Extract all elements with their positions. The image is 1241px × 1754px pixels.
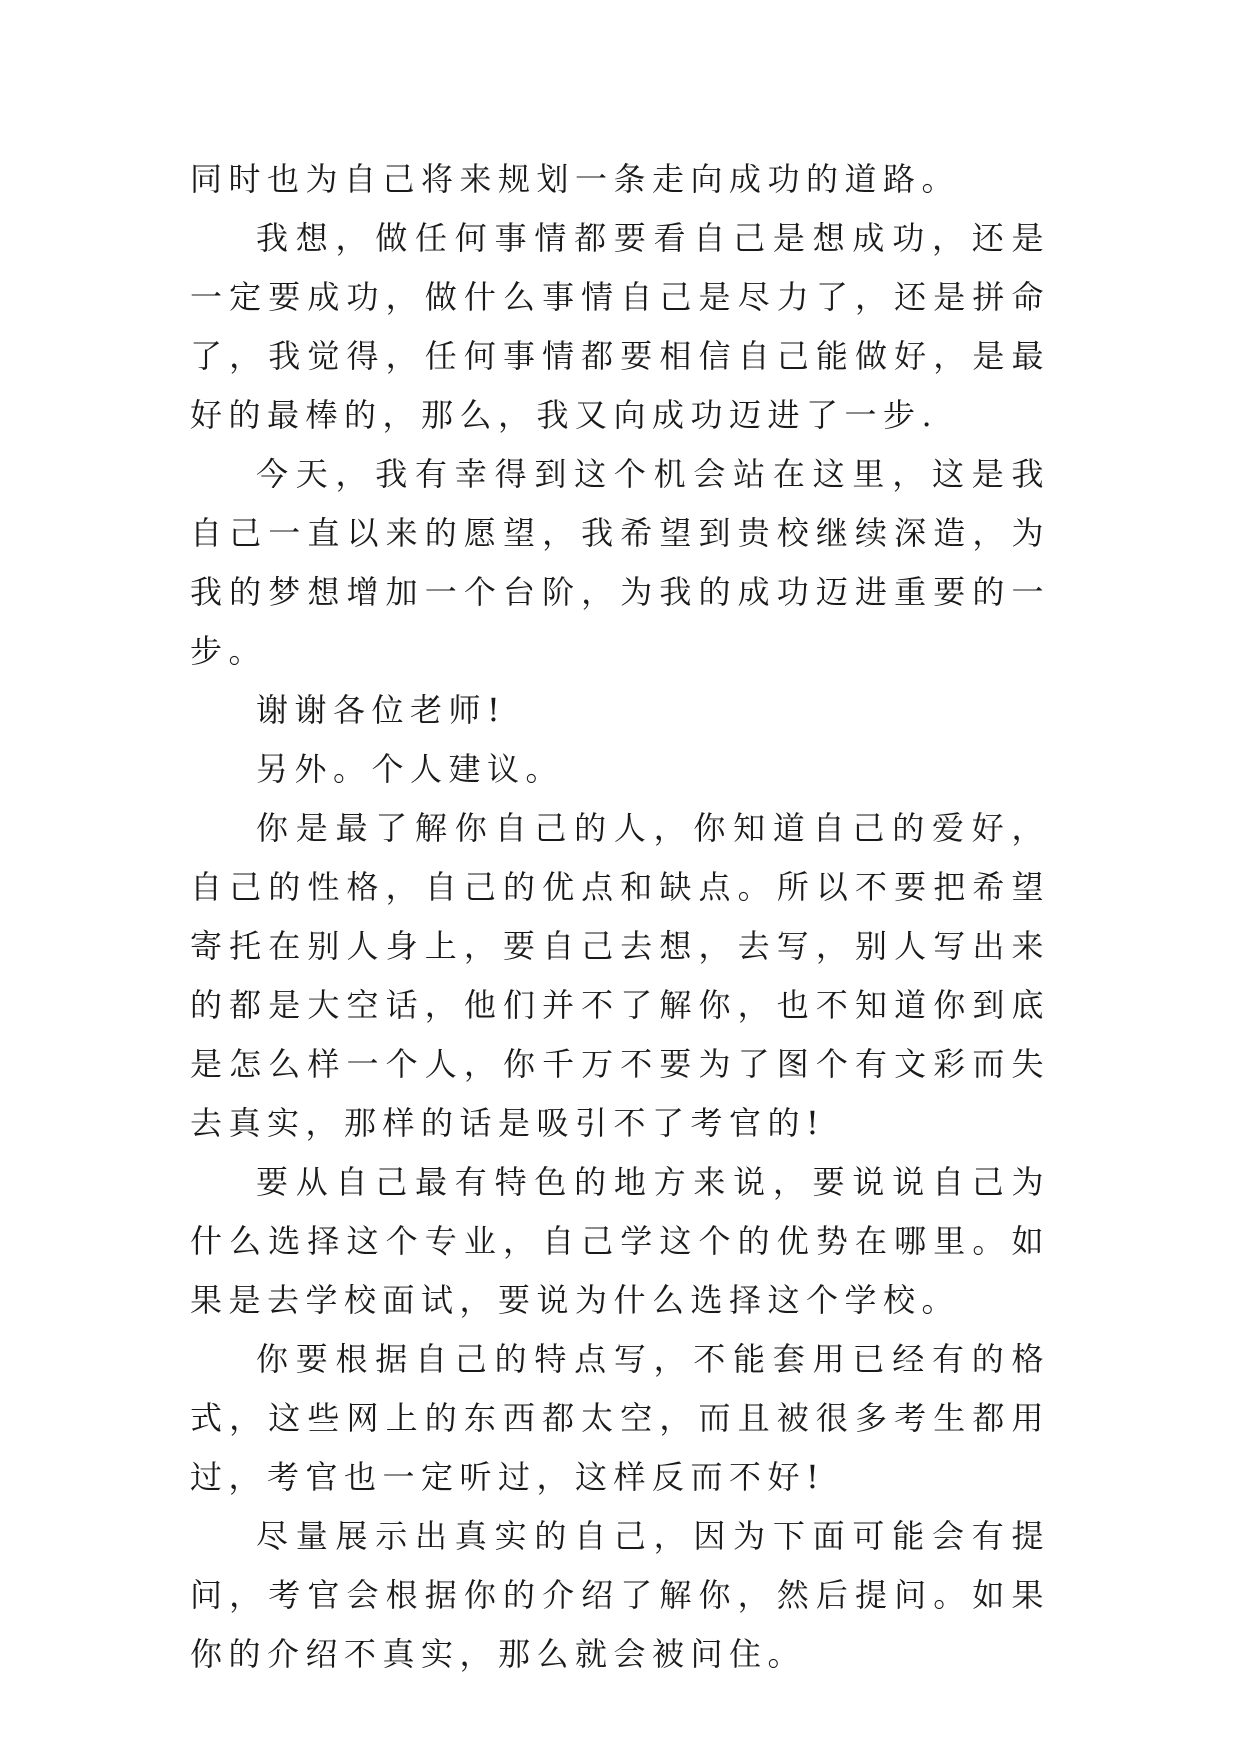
paragraph: 谢谢各位老师! — [256, 691, 507, 729]
paragraph: 要从自己最有特色的地方来说，要说说自己为什么选择这个专业，自己学这个的优势在哪里。如果是去学校面试，要说为什么选择这个学校。 — [190, 1163, 1050, 1319]
paragraph: 同时也为自己将来规划一条走向成功的道路。 — [190, 160, 961, 198]
paragraph: 我想，做任何事情都要看自己是想成功，还是一定要成功，做什么事情自己是尽力了，还是拼命了，我觉得，任何事情都要相信自己能做好，是最好的最棒的，那么，我又向成功迈进了一步. — [190, 219, 1050, 434]
paragraph: 今天，我有幸得到这个机会站在这里，这是我自己一直以来的愿望，我希望到贵校继续深造，为我的梦想增加一个台阶，为我的成功迈进重要的一步。 — [190, 455, 1050, 670]
paragraph: 你是最了解你自己的人，你知道自己的爱好，自己的性格，自己的优点和缺点。所以不要把希望寄托在别人身上，要自己去想，去写，别人写出来的都是大空话，他们并不了解你，也不知道你到底是怎么样一个人，你千万不要为了图个有文彩而失去真实，那样的话是吸引不了考官的! — [190, 809, 1050, 1142]
document-body — [190, 150, 1050, 1684]
paragraph: 另外。个人建议。 — [256, 750, 565, 788]
paragraph: 你要根据自己的特点写，不能套用已经有的格式，这些网上的东西都太空，而且被很多考生都用过，考官也一定听过，这样反而不好! — [190, 1340, 1050, 1496]
paragraph: 尽量展示出真实的自己，因为下面可能会有提问，考官会根据你的介绍了解你，然后提问。如果你的介绍不真实，那么就会被问住。 — [190, 1517, 1050, 1673]
